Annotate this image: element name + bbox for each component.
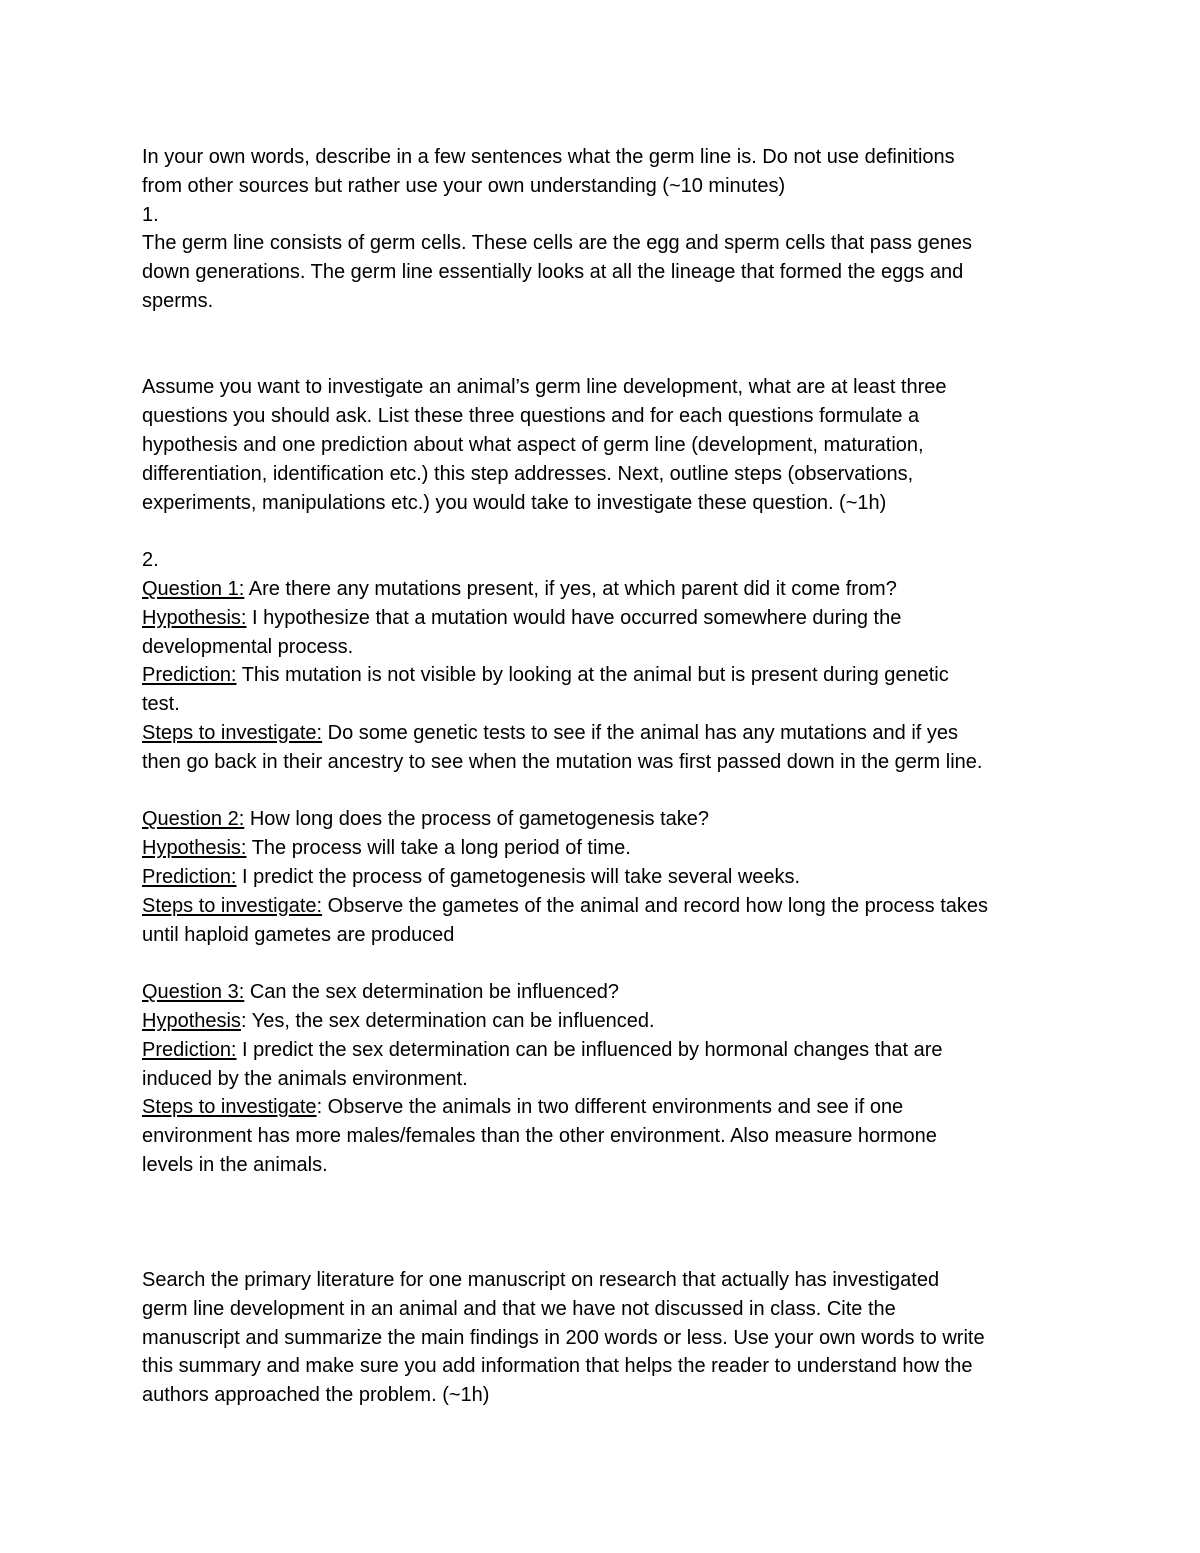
question-label: Question 1: [142,577,245,600]
spacer [142,517,1062,546]
q2-prompt-line: experiments, manipulations etc.) you would take to investigate these question. (~1h) [142,491,887,514]
hypothesis-text: : Yes, the sex determination can be influenced. [240,1009,655,1032]
steps-text: Do some genetic tests to see if the animal has any mutations and if yes [322,721,958,744]
prediction-text: I predict the process of gametogenesis will take several weeks. [236,865,801,888]
hypothesis-label: Hypothesis: [142,837,247,860]
document-body [142,143,1062,1410]
question-text: Are there any mutations present, if yes, at which parent did it come from? [244,577,897,600]
hypothesis-text: I hypothesize that a mutation would have occurred somewhere during the [246,606,902,629]
q2-prompt-line: Assume you want to investigate an animal’s germ line development, what are at least three [142,376,947,399]
spacer [142,316,1062,374]
prediction-label: Prediction: [142,1038,237,1061]
prediction-label: Prediction: [142,664,237,687]
steps-1 [142,719,1062,748]
q3-prompt-line: manuscript and summarize the main findings in 200 words or less. Use your own words to write [142,1326,985,1349]
question-text: How long does the process of gametogenesis take? [244,808,710,831]
hypothesis-1-continued: developmental process. [142,635,354,658]
spacer [142,949,1062,978]
steps-3 [142,1093,1062,1122]
steps-text: Observe the gametes of the animal and record how long the process takes [322,894,989,917]
prediction-label: Prediction: [142,865,237,888]
question-2 [142,805,1062,834]
q2-prompt-line: questions you should ask. List these three questions and for each questions formulate a [142,405,920,428]
prediction-1-continued: test. [142,693,180,716]
steps-2 [142,892,1062,921]
q1-number: 1. [142,203,159,226]
steps-label: Steps to investigate: [142,894,323,917]
prediction-3-continued: induced by the animals environment. [142,1067,468,1090]
q1-prompt-line: In your own words, describe in a few sentences what the germ line is. Do not use definitions [142,146,955,168]
question-label: Question 2: [142,808,245,831]
question-text: Can the sex determination be influenced? [244,981,619,1004]
question-label: Question 3: [142,981,245,1004]
hypothesis-1 [142,604,1062,633]
prediction-text: I predict the sex determination can be influenced by hormonal changes that are [236,1038,943,1061]
q3-prompt-line: this summary and make sure you add information that helps the reader to understand how the [142,1355,973,1378]
q1-answer-line: down generations. The germ line essentially looks at all the lineage that formed the eggs and [142,261,964,284]
q3-prompt-line: germ line development in an animal and that we have not discussed in class. Cite the [142,1297,896,1320]
steps-3-continued: levels in the animals. [142,1153,328,1176]
q2-number: 2. [142,549,159,572]
prediction-1 [142,661,1062,690]
prediction-text: This mutation is not visible by looking at the animal but is present during genetic [236,664,949,687]
steps-label: Steps to investigate: [142,721,323,744]
steps-label: Steps to investigate [142,1096,317,1119]
q2-prompt-line: differentiation, identification etc.) this step addresses. Next, outline steps (observations, [142,462,914,485]
steps-1-continued: then go back in their ancestry to see when the mutation was first passed down in the germ line. [142,750,983,773]
prediction-2 [142,863,1062,892]
hypothesis-3 [142,1007,1062,1036]
prediction-3 [142,1036,1062,1065]
spacer [142,1180,1062,1266]
q1-answer-line: The germ line consists of germ cells. These cells are the egg and sperm cells that pass genes [142,232,973,255]
q1-answer-line: sperms. [142,289,214,312]
q3-prompt-line: authors approached the problem. (~1h) [142,1384,490,1407]
hypothesis-text: The process will take a long period of time. [246,837,631,860]
q1-prompt-line: from other sources but rather use your own understanding (~10 minutes) [142,174,786,197]
steps-3-continued: environment has more males/females than the other environment. Also measure hormone [142,1125,937,1148]
q2-prompt-line: hypothesis and one prediction about what aspect of germ line (development, maturation, [142,433,924,456]
question-1 [142,575,1062,604]
q3-prompt-line: Search the primary literature for one manuscript on research that actually has investigated [142,1269,940,1292]
hypothesis-label: Hypothesis: [142,606,247,629]
hypothesis-2 [142,834,1062,863]
steps-2-continued: until haploid gametes are produced [142,923,455,946]
spacer [142,777,1062,806]
hypothesis-label: Hypothesis [142,1009,241,1032]
question-3 [142,978,1062,1007]
steps-text: : Observe the animals in two different environments and see if one [316,1096,904,1119]
